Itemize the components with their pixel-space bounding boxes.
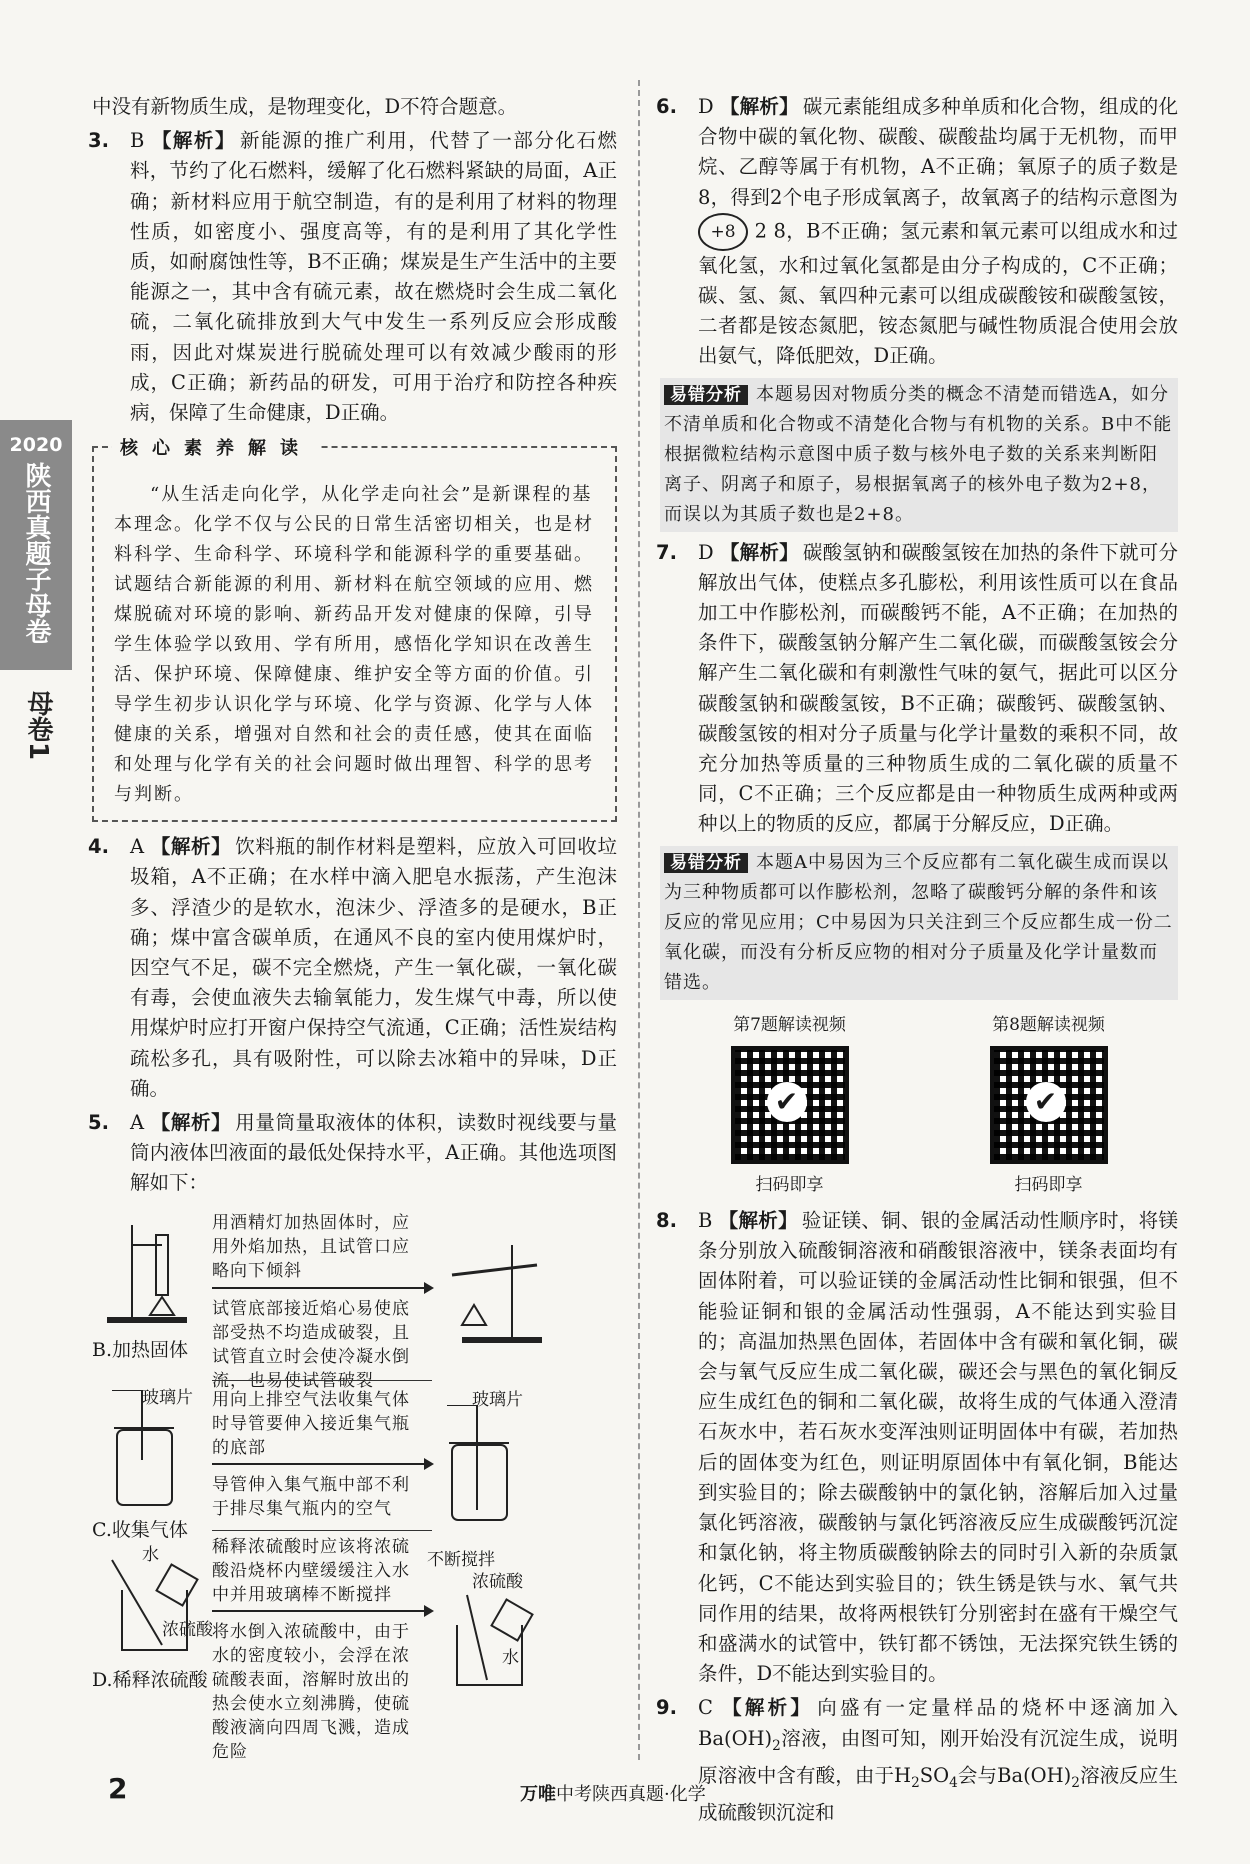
question-5 <box>88 1108 617 1199</box>
analysis-text: 溶液反应生成硫酸钡沉淀和 <box>698 1763 1178 1824</box>
fig-d-note-wrong: 将水倒入浓硫酸中，由于水的密度较小，会浮在浓硫酸表面，溶解时放出的热会使水立刻沸腾，使硫酸液滴向四周飞溅，造成危险 <box>212 1621 410 1762</box>
analysis-text: SO <box>919 1763 950 1787</box>
analysis-text: 验证镁、铜、银的金属活动性顺序时，将镁条分别放入硫酸铜溶液和硝酸银溶液中，镁条表面均有固体附着，可以验证镁的金属活动性比铜和银强，但不能验证铜和银的金属活动性强弱，A不能达到实验目的；高温加热黑色固体，若固体中含有碳和氧化铜，碳会与氧气反应生成二氧化碳，碳还会与黑色的氧化铜反应生成红色的铜和二氧化碳，故将生成的气体通入澄清石灰水中，若石灰水变浑浊则证明固体中有碳，若加热后的固体变为红色，则证明原固体中有氧化铜，B能达到实验目的；除去碳酸钠中的氯化钠，溶解后加入过量氯化钙溶液，碳酸钠与氯化钙溶液反应生成碳酸钙沉淀和氯化钠，将主物质碳酸钠除去的同时引入新的杂质氯化钙，C不能达到实验目的；铁生锈是铁与水、氧气共同作用的结果，故将两根铁钉分别密封在盛有干燥空气和盛满水的试管中，铁钉都不锈蚀，无法探究铁生锈的条件，D不能达到实验目的。 <box>698 1209 1178 1686</box>
analysis-text: 用量筒量取液体的体积，读数时视线要与量筒内液体凹液面的最低处保持水平，A正确。其他选项图解如下： <box>130 1111 617 1195</box>
fig-c-note-correct: 用向上排空气法收集气体时导管要伸入接近集气瓶的底部 <box>212 1389 410 1458</box>
error-analysis-7 <box>660 846 1178 1000</box>
experiment-figure <box>92 1205 617 1762</box>
fig-d-acid-left: 浓硫酸 <box>162 1619 213 1640</box>
fig-d-water-right: 水 <box>502 1647 519 1668</box>
question-number: 3. <box>88 129 109 153</box>
question-6: 6. D 【解析】 碳元素能组成多种单质和化合物，组成的化合物中碳的氧化物、碳酸、碳酸盐均属于无机物，而甲烷、乙醇等属于有机物，A不正确；氧原子的质子数是8，得到2个电子形成氧离子，故氧离子的结构示意图为 +8 2 8，B不正确；氢元素和氧元素可以组成水和过氧化氢，水和过氧化氢都是由分子构成的，C不正确；碳、氢、氮、氧四种元素可以组成碳酸铵和碳酸氢铵，二者都是铵态氮肥，铵态氮肥与碱性物质混合使用会放出氨气，降低肥效，D正确。 <box>660 92 1178 372</box>
qr-code-icon[interactable] <box>990 1046 1108 1164</box>
analysis-tag: 【解析】 <box>150 129 236 153</box>
fig-c-note-wrong: 导管伸入集气瓶中部不利于排尽集气瓶内的空气 <box>212 1474 410 1519</box>
fig-arrow <box>212 1463 432 1465</box>
error-analysis-text: 本题A中易因为三个反应都有二氧化碳生成而误以为三种物质都可以作膨松剂，忽略了碳酸钙分解的条件和该反应的常见应用；C中易因为只关注到三个反应都生成一份二氧化碳，而没有分析反应物的相对分子质量及化学计量数而错选。 <box>664 851 1173 993</box>
fig-d-acid-right: 浓硫酸 <box>472 1571 523 1592</box>
brand-logo: 万唯 <box>520 1784 556 1805</box>
check-icon: ✔ <box>1026 1082 1066 1122</box>
analysis-tag: 【解析】 <box>718 1209 798 1233</box>
answer-letter: A <box>130 835 145 859</box>
answer-letter: B <box>130 129 145 153</box>
core-literacy-text: “从生活走向化学，从化学走向社会”是新课程的基本理念。化学不仅与公民的日常生活密切相关，也是材料科学、生命科学、环境科学和能源科学的重要基础。试题结合新能源的利用、新材料在航空领域的应用、燃煤脱硫对环境的影响、新药品开发对健康的保障，引导学生体验学以致用、学有所用，感悟化学知识在改善生活、保护环境、保障健康、维护安全等方面的价值。引导学生初步认识化学与环境、化学与资源、化学与人体健康的关系，增强对自然和社会的责任感，使其在面临和处理与化学有关的社会问题时做出理智、科学的思考与判断。 <box>114 484 594 806</box>
fig-arrow <box>212 1287 432 1289</box>
fig-c-label: C.收集气体 <box>92 1518 188 1541</box>
fig-b-note-correct: 用酒精灯加热固体时，应用外焰加热，且试管口应略向下倾斜 <box>212 1212 410 1281</box>
sidebar-subtitle: 母卷1 <box>23 690 53 761</box>
answer-letter: A <box>130 1111 145 1135</box>
question-number: 5. <box>88 1111 109 1135</box>
question-8 <box>656 1206 1178 1689</box>
analysis-text: 碳元素能组成多种单质和化合物，组成的化合物中碳的氧化物、碳酸、碳酸盐均属于无机物，而甲烷、乙醇等属于有机物，A不正确；氧原子的质子数是8，得到2个电子形成氧离子，故氧离子的结构示意图为 <box>698 95 1178 209</box>
left-column <box>88 92 617 1762</box>
core-literacy-title: 核心素养解读 <box>112 434 320 464</box>
question-number: 7. <box>656 540 677 564</box>
analysis-tag: 【解析】 <box>719 540 799 564</box>
fig-d-note-correct: 稀释浓硫酸时应该将浓硫酸沿烧杯内壁缓缓注入水中并用玻璃棒不断搅拌 <box>212 1536 410 1605</box>
qr-title: 第8题解读视频 <box>992 1014 1105 1035</box>
subscript: 2 <box>1071 1774 1080 1791</box>
fig-d-water-left: 水 <box>142 1544 159 1565</box>
column-divider <box>638 80 640 1760</box>
analysis-tag: 【解析】 <box>150 1111 232 1135</box>
error-analysis-tag: 易错分析 <box>664 853 748 873</box>
question-4 <box>88 832 617 1104</box>
qr-caption: 扫码即享 <box>1014 1174 1083 1195</box>
error-analysis-text: 本题易因对物质分类的概念不清楚而错选A，如分不清单质和化合物或不清楚化合物与有机物的关系。B中不能根据微粒结构示意图中质子数与核外电子数的关系来判断阳离子、阴离子和原子，易根据氧离子的核外电子数为2+8，而误以为其质子数也是2+8。 <box>664 383 1173 525</box>
question-number: 6. <box>656 95 677 118</box>
answer-letter: B <box>698 1209 713 1233</box>
footer-title <box>520 1780 706 1806</box>
qr-caption: 扫码即享 <box>755 1174 824 1195</box>
question-7 <box>656 538 1178 840</box>
analysis-text: 新能源的推广利用，代替了一部分化石燃料，节约了化石燃料，缓解了化石燃料紧缺的局面，A正确；新材料应用于航空制造，有的是利用了材料的物理性质，如密度小、强度高等，有的是利用了其化学性质，如耐腐蚀性等，B不正确；煤炭是生产生活中的主要能源之一，其中含有硫元素，故在燃烧时会生成二氧化硫，二氧化硫排放到大气中发生一系列反应会形成酸雨，因此对煤炭进行脱硫处理可以有效减少酸雨的形成，C正确；新药品的研发，可用于治疗和防控各种疾病，保障了生命健康，D正确。 <box>130 129 617 425</box>
heating-apparatus-wrong <box>92 1205 202 1335</box>
analysis-tag: 【解析】 <box>150 835 232 859</box>
answer-letter: C <box>698 1696 713 1720</box>
right-column <box>656 92 1178 1832</box>
error-analysis-tag: 易错分析 <box>664 385 748 405</box>
dilution-correct <box>437 1585 547 1695</box>
question-number: 4. <box>88 835 109 859</box>
core-literacy-box <box>92 438 617 822</box>
check-icon: ✔ <box>767 1082 807 1122</box>
fig-c-glass-left: 玻璃片 <box>142 1387 193 1408</box>
fig-b-label: B.加热固体 <box>92 1338 189 1361</box>
qr-title: 第7题解读视频 <box>733 1014 846 1035</box>
analysis-text: 饮料瓶的制作材料是塑料，应放入可回收垃圾箱，A不正确；在水样中滴入肥皂水振荡，产生泡沫多、浮渣少的是软水，泡沫少、浮渣多的是硬水，B正确；煤中富含碳单质，在通风不良的室内使用煤炉时，因空气不足，碳不完全燃烧，产生一氧化碳，一氧化碳有毒，会使血液失去输氧能力，发生煤气中毒，所以使用煤炉时应打开窗户保持空气流通，C正确；活性炭结构疏松多孔，具有吸附性，可以除去冰箱中的异味，D正确。 <box>130 835 617 1100</box>
answer-letter: D <box>698 540 714 564</box>
question-number: 8. <box>656 1209 677 1233</box>
fig-d-label: D.稀释浓硫酸 <box>92 1668 208 1691</box>
subscript: 4 <box>949 1774 958 1791</box>
sidebar-tab <box>0 420 72 670</box>
footer-book-title: 中考陕西真题·化学 <box>556 1784 706 1805</box>
oxygen-ion-nucleus: +8 <box>698 213 748 251</box>
analysis-tag: 【解析】 <box>718 1696 814 1720</box>
fig-separator <box>212 1530 432 1531</box>
analysis-text: 溶液，由图可知，刚开始没有沉淀生成，说明原溶液中含有酸，由于H <box>698 1726 1178 1787</box>
oxygen-ion-shells: 2 8 <box>754 219 786 243</box>
sidebar-year: 2020 <box>9 434 63 456</box>
fig-c-glass-right: 玻璃片 <box>472 1389 523 1410</box>
lead-text: 中没有新物质生成，是物理变化，D不符合题意。 <box>92 95 518 118</box>
error-analysis-6 <box>660 378 1178 532</box>
qr-code-row <box>660 1010 1178 1200</box>
page-number: 2 <box>108 1772 128 1805</box>
analysis-tag: 【解析】 <box>719 95 799 118</box>
qr-block-7[interactable] <box>731 1010 849 1200</box>
question-number: 9. <box>656 1696 677 1720</box>
analysis-text: 碳酸氢钠和碳酸氢铵在加热的条件下就可分解放出气体，使糕点多孔膨松，利用该性质可以在食品加工中作膨松剂，而碳酸钙不能，A不正确；在加热的条件下，碳酸氢钠分解产生二氧化碳，而碳酸氢铵会分解产生二氧化碳和有刺激性气味的氨气，据此可以区分碳酸氢钠和碳酸氢铵，B不正确；碳酸钙、碳酸氢钠、碳酸氢铵的相对分子质量与化学计量数的乘积不同，故充分加热等质量的三种物质生成的二氧化碳的质量不同，C不正确；三个反应都是由一种物质生成两种或两种以上的物质的反应，都属于分解反应，D正确。 <box>698 540 1178 836</box>
analysis-text-cont: B不正确；氢元素和氧元素可以组成水和过氧化氢，水和过氧化氢都是由分子构成的，C不正确；碳、氢、氮、氧四种元素可以组成碳酸铵和碳酸氢铵，二者都是铵态氮肥，铵态氮肥与碱性物质混合使用会放出氨气，降低肥效，D正确。 <box>698 219 1178 368</box>
subscript: 2 <box>772 1737 781 1754</box>
qr-code-icon[interactable] <box>731 1046 849 1164</box>
question-3 <box>88 126 617 428</box>
analysis-text: 会与Ba(OH) <box>957 1763 1072 1787</box>
heating-apparatus-correct <box>432 1235 552 1355</box>
gas-bottle-correct <box>437 1405 527 1525</box>
fig-separator <box>212 1380 432 1381</box>
fig-b-note-wrong: 试管底部接近焰心易使底部受热不均造成破裂，且试管直立时会使冷凝水倒流，也易使试管破裂 <box>212 1298 410 1391</box>
fig-d-stir: 不断搅拌 <box>427 1549 495 1570</box>
fig-arrow <box>212 1610 432 1612</box>
sidebar-title: 陕西真题子母卷 <box>21 462 51 644</box>
qr-block-8[interactable] <box>990 1010 1108 1200</box>
subscript: 2 <box>911 1774 920 1791</box>
question-9 <box>656 1693 1178 1828</box>
answer-letter: D <box>698 95 714 118</box>
analysis-text: 向盛有一定量样品的烧杯中逐滴加入Ba(OH) <box>698 1696 1178 1750</box>
